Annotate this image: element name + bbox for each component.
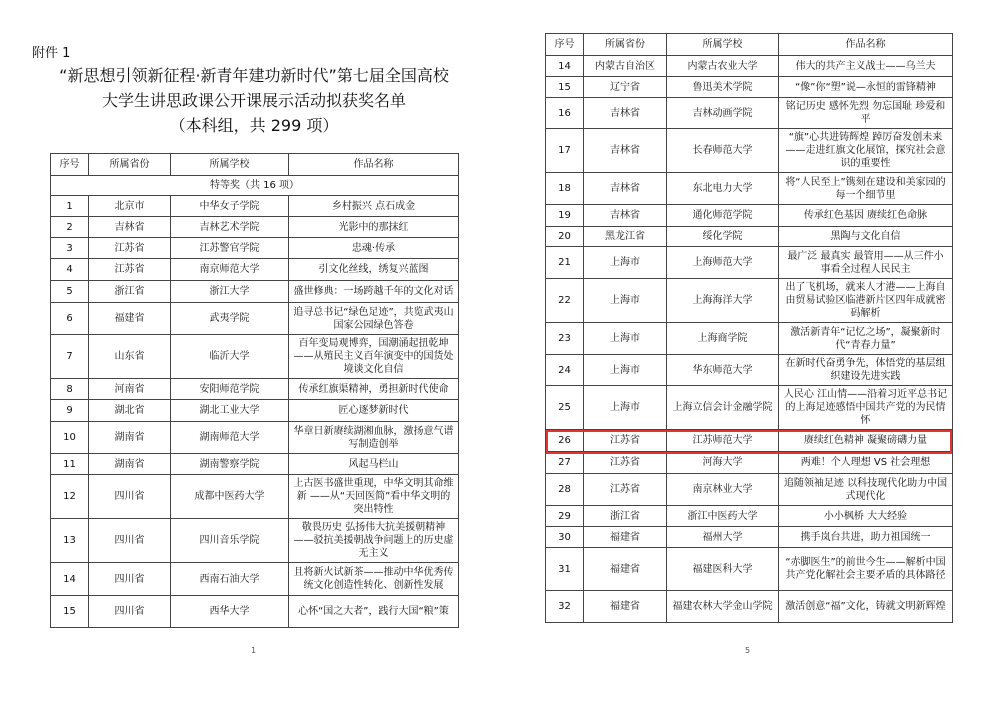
- header-work: 作品名称: [779, 34, 953, 56]
- table-row: [51, 335, 459, 379]
- cell-province: 河南省: [89, 379, 171, 400]
- cell-no: 10: [51, 422, 89, 454]
- table-row: [546, 77, 953, 98]
- cell-work: 风起马栏山: [289, 454, 459, 475]
- cell-school: 江苏师范大学: [667, 430, 779, 452]
- cell-province: 内蒙古自治区: [584, 56, 667, 77]
- cell-school: 绥化学院: [667, 227, 779, 247]
- section-row: [51, 176, 459, 196]
- cell-school: 鲁迅美术学院: [667, 77, 779, 98]
- cell-school: 华东师范大学: [667, 355, 779, 386]
- cell-school: 吉林动画学院: [667, 98, 779, 129]
- page-number: 5: [745, 646, 751, 655]
- cell-school: 通化师范学院: [667, 205, 779, 227]
- cell-province: 辽宁省: [584, 77, 667, 98]
- cell-no: 7: [51, 335, 89, 379]
- cell-work: 将“人民至上”镌刻在建设和美家园的每一个细节里: [779, 173, 953, 205]
- cell-province: 吉林省: [89, 217, 171, 238]
- cell-school: 上海海洋大学: [667, 279, 779, 323]
- cell-no: 21: [546, 247, 584, 279]
- cell-province: 四川省: [89, 596, 171, 628]
- cell-province: 吉林省: [584, 205, 667, 227]
- table-row: [51, 196, 459, 217]
- cell-school: 临沂大学: [171, 335, 289, 379]
- cell-school: 四川音乐学院: [171, 519, 289, 563]
- cell-school: 上海商学院: [667, 323, 779, 355]
- cell-province: 浙江省: [584, 506, 667, 527]
- cell-school: 中华女子学院: [171, 196, 289, 217]
- cell-school: 福建医科大学: [667, 548, 779, 591]
- cell-school: 福建农林大学金山学院: [667, 591, 779, 623]
- cell-school: 长春师范大学: [667, 129, 779, 173]
- header-province: 所属省份: [89, 154, 171, 176]
- header-no: 序号: [51, 154, 89, 176]
- cell-province: 福建省: [584, 591, 667, 623]
- table-row: [546, 279, 953, 323]
- cell-work: “旗”心共进铸辉煌 踔厉奋发创未来——走进红旗文化展馆，探究社会意识的重要性: [779, 129, 953, 173]
- cell-no: 27: [546, 452, 584, 474]
- table-row: [546, 247, 953, 279]
- table-row: [546, 355, 953, 386]
- cell-no: 18: [546, 173, 584, 205]
- cell-school: 湖南警察学院: [171, 454, 289, 475]
- cell-work: 人民心 江山情——沿着习近平总书记的上海足迹感悟中国共产党的为民情怀: [779, 386, 953, 430]
- cell-school: 内蒙古农业大学: [667, 56, 779, 77]
- cell-school: 武夷学院: [171, 303, 289, 335]
- cell-no: 31: [546, 548, 584, 591]
- table-row: [51, 519, 459, 563]
- cell-work: 华章日新赓续湖湘血脉，激扬意气谱写制造创举: [289, 422, 459, 454]
- cell-work: “赤脚医生”的前世今生——解析中国共产党化解社会主要矛盾的具体路径: [779, 548, 953, 591]
- cell-work: 乡村振兴 点石成金: [289, 196, 459, 217]
- table-row: [51, 303, 459, 335]
- table-row: [546, 591, 953, 623]
- cell-province: 江苏省: [89, 259, 171, 281]
- table-row: [546, 386, 953, 430]
- cell-no: 12: [51, 475, 89, 519]
- cell-work: 铭记历史 感怀先烈 勿忘国耻 珍爱和平: [779, 98, 953, 129]
- cell-school: 浙江大学: [171, 281, 289, 303]
- header-no: 序号: [546, 34, 584, 56]
- section-title: 特等奖（共 16 项）: [51, 176, 459, 196]
- cell-work: 追寻总书记“绿色足迹”，共览武夷山国家公园绿色答卷: [289, 303, 459, 335]
- cell-work: 携手岚台共进，助力祖国统一: [779, 527, 953, 548]
- cell-no: 28: [546, 474, 584, 506]
- cell-school: 浙江中医药大学: [667, 506, 779, 527]
- table-row: [546, 323, 953, 355]
- table-row: [546, 430, 953, 452]
- cell-province: 湖北省: [89, 400, 171, 422]
- cell-no: 26: [546, 430, 584, 452]
- cell-work: 且将新火试新茶——推动中华优秀传统文化创造性转化、创新性发展: [289, 563, 459, 596]
- table-row: [51, 475, 459, 519]
- cell-school: 南京师范大学: [171, 259, 289, 281]
- cell-work: 光影中的那抹红: [289, 217, 459, 238]
- cell-province: 福建省: [584, 548, 667, 591]
- cell-province: 上海市: [584, 355, 667, 386]
- cell-work: 在新时代奋勇争先，体悟党的基层组织建设先进实践: [779, 355, 953, 386]
- cell-no: 15: [51, 596, 89, 628]
- cell-no: 8: [51, 379, 89, 400]
- header-school: 所属学校: [667, 34, 779, 56]
- table-row: [51, 217, 459, 238]
- table-row: [51, 400, 459, 422]
- cell-no: 24: [546, 355, 584, 386]
- cell-no: 30: [546, 527, 584, 548]
- cell-province: 福建省: [584, 527, 667, 548]
- cell-school: 安阳师范学院: [171, 379, 289, 400]
- cell-no: 17: [546, 129, 584, 173]
- cell-no: 16: [546, 98, 584, 129]
- cell-province: 上海市: [584, 386, 667, 430]
- table-row: [546, 506, 953, 527]
- attachment-label: 附件 1: [32, 46, 71, 61]
- header-work: 作品名称: [289, 154, 459, 176]
- cell-school: 南京林业大学: [667, 474, 779, 506]
- cell-school: 东北电力大学: [667, 173, 779, 205]
- cell-no: 29: [546, 506, 584, 527]
- cell-no: 13: [51, 519, 89, 563]
- header-province: 所属省份: [584, 34, 667, 56]
- cell-province: 福建省: [89, 303, 171, 335]
- cell-no: 22: [546, 279, 584, 323]
- cell-no: 15: [546, 77, 584, 98]
- cell-province: 上海市: [584, 323, 667, 355]
- cell-work: 传承红旗渠精神，勇担新时代使命: [289, 379, 459, 400]
- cell-province: 吉林省: [584, 173, 667, 205]
- cell-no: 20: [546, 227, 584, 247]
- cell-work: 盛世修典：一场跨越千年的文化对话: [289, 281, 459, 303]
- cell-work: 传承红色基因 赓续红色命脉: [779, 205, 953, 227]
- cell-province: 江苏省: [89, 238, 171, 259]
- table-row: [51, 238, 459, 259]
- cell-work: 赓续红色精神 凝聚磅礴力量: [779, 430, 953, 452]
- cell-school: 湖北工业大学: [171, 400, 289, 422]
- cell-province: 湖南省: [89, 422, 171, 454]
- title-line-3: （本科组，共 299 项）: [169, 116, 339, 135]
- cell-school: 吉林艺术学院: [171, 217, 289, 238]
- right-page: [500, 0, 999, 710]
- cell-work: 引文化丝线，绣复兴蓝图: [289, 259, 459, 281]
- cell-work: 激活新青年“记忆之场”，凝聚新时代“青春力量”: [779, 323, 953, 355]
- cell-province: 上海市: [584, 247, 667, 279]
- cell-school: 河海大学: [667, 452, 779, 474]
- table-row: [546, 98, 953, 129]
- table-row: [546, 129, 953, 173]
- table-row: [51, 596, 459, 628]
- cell-no: 9: [51, 400, 89, 422]
- cell-work: 敬畏历史 弘扬伟大抗美援朝精神 ——驳抗美援朝战争问题上的历史虚无主义: [289, 519, 459, 563]
- cell-school: 上海师范大学: [667, 247, 779, 279]
- title-line-2: 大学生讲思政课公开课展示活动拟获奖名单: [101, 91, 406, 110]
- table-row: [51, 259, 459, 281]
- cell-province: 江苏省: [584, 474, 667, 506]
- table-row: [546, 452, 953, 474]
- cell-school: 福州大学: [667, 527, 779, 548]
- cell-work: 伟大的共产主义战士——乌兰夫: [779, 56, 953, 77]
- cell-province: 江苏省: [584, 430, 667, 452]
- cell-no: 4: [51, 259, 89, 281]
- cell-work: 两难！个人理想 VS 社会理想: [779, 452, 953, 474]
- cell-work: 匠心逐梦新时代: [289, 400, 459, 422]
- cell-province: 四川省: [89, 563, 171, 596]
- cell-province: 吉林省: [584, 98, 667, 129]
- cell-work: 最广泛 最真实 最管用——从三件小事看全过程人民民主: [779, 247, 953, 279]
- cell-no: 14: [51, 563, 89, 596]
- cell-province: 山东省: [89, 335, 171, 379]
- table-row: [546, 548, 953, 591]
- cell-no: 23: [546, 323, 584, 355]
- cell-school: 西南石油大学: [171, 563, 289, 596]
- cell-no: 6: [51, 303, 89, 335]
- cell-school: 江苏警官学院: [171, 238, 289, 259]
- award-table-left: [50, 153, 459, 628]
- award-table-right: [545, 33, 953, 623]
- table-row: [546, 527, 953, 548]
- cell-no: 3: [51, 238, 89, 259]
- table-row: [51, 379, 459, 400]
- cell-province: 四川省: [89, 475, 171, 519]
- cell-work: 小小枫桥 大大经验: [779, 506, 953, 527]
- cell-work: 出了飞机场，就来人才港——上海自由贸易试验区临港新片区四年成就密码解析: [779, 279, 953, 323]
- cell-work: 忠魂·传承: [289, 238, 459, 259]
- cell-province: 北京市: [89, 196, 171, 217]
- table-row: [546, 205, 953, 227]
- table-row: [51, 422, 459, 454]
- cell-no: 32: [546, 591, 584, 623]
- cell-work: “像”你“塑”说—永恒的雷锋精神: [779, 77, 953, 98]
- table-row: [51, 563, 459, 596]
- table-row: [51, 281, 459, 303]
- cell-province: 浙江省: [89, 281, 171, 303]
- cell-no: 5: [51, 281, 89, 303]
- table-row: [546, 173, 953, 205]
- table-row: [546, 474, 953, 506]
- page-number: 1: [251, 646, 257, 655]
- cell-work: 黑陶与文化自信: [779, 227, 953, 247]
- cell-province: 四川省: [89, 519, 171, 563]
- cell-no: 1: [51, 196, 89, 217]
- cell-school: 成都中医药大学: [171, 475, 289, 519]
- cell-work: 追随领袖足迹 以科技现代化助力中国式现代化: [779, 474, 953, 506]
- table-row: [546, 227, 953, 247]
- title-line-1: “新思想引领新征程·新青年建功新时代”第七届全国高校: [59, 66, 449, 85]
- cell-province: 吉林省: [584, 129, 667, 173]
- cell-no: 25: [546, 386, 584, 430]
- table-header-row: [546, 34, 953, 56]
- cell-no: 19: [546, 205, 584, 227]
- cell-school: 湖南师范大学: [171, 422, 289, 454]
- cell-school: 西华大学: [171, 596, 289, 628]
- header-school: 所属学校: [171, 154, 289, 176]
- table-row: [51, 454, 459, 475]
- cell-no: 2: [51, 217, 89, 238]
- cell-province: 上海市: [584, 279, 667, 323]
- cell-work: 激活创意“福”文化，铸就文明新辉煌: [779, 591, 953, 623]
- cell-school: 上海立信会计金融学院: [667, 386, 779, 430]
- cell-work: 心怀“国之大者”，践行大国“粮”策: [289, 596, 459, 628]
- cell-work: 百年变局观博弈，国潮涌起扭乾坤——从殖民主义百年演变中的国货处境谈文化自信: [289, 335, 459, 379]
- table-row: [546, 56, 953, 77]
- cell-province: 湖南省: [89, 454, 171, 475]
- cell-province: 江苏省: [584, 452, 667, 474]
- cell-province: 黑龙江省: [584, 227, 667, 247]
- cell-work: 上古医书盛世重现，中华文明其命维新 ——从“天回医简”看中华文明的突出特性: [289, 475, 459, 519]
- cell-no: 11: [51, 454, 89, 475]
- cell-no: 14: [546, 56, 584, 77]
- table-header-row: [51, 154, 459, 176]
